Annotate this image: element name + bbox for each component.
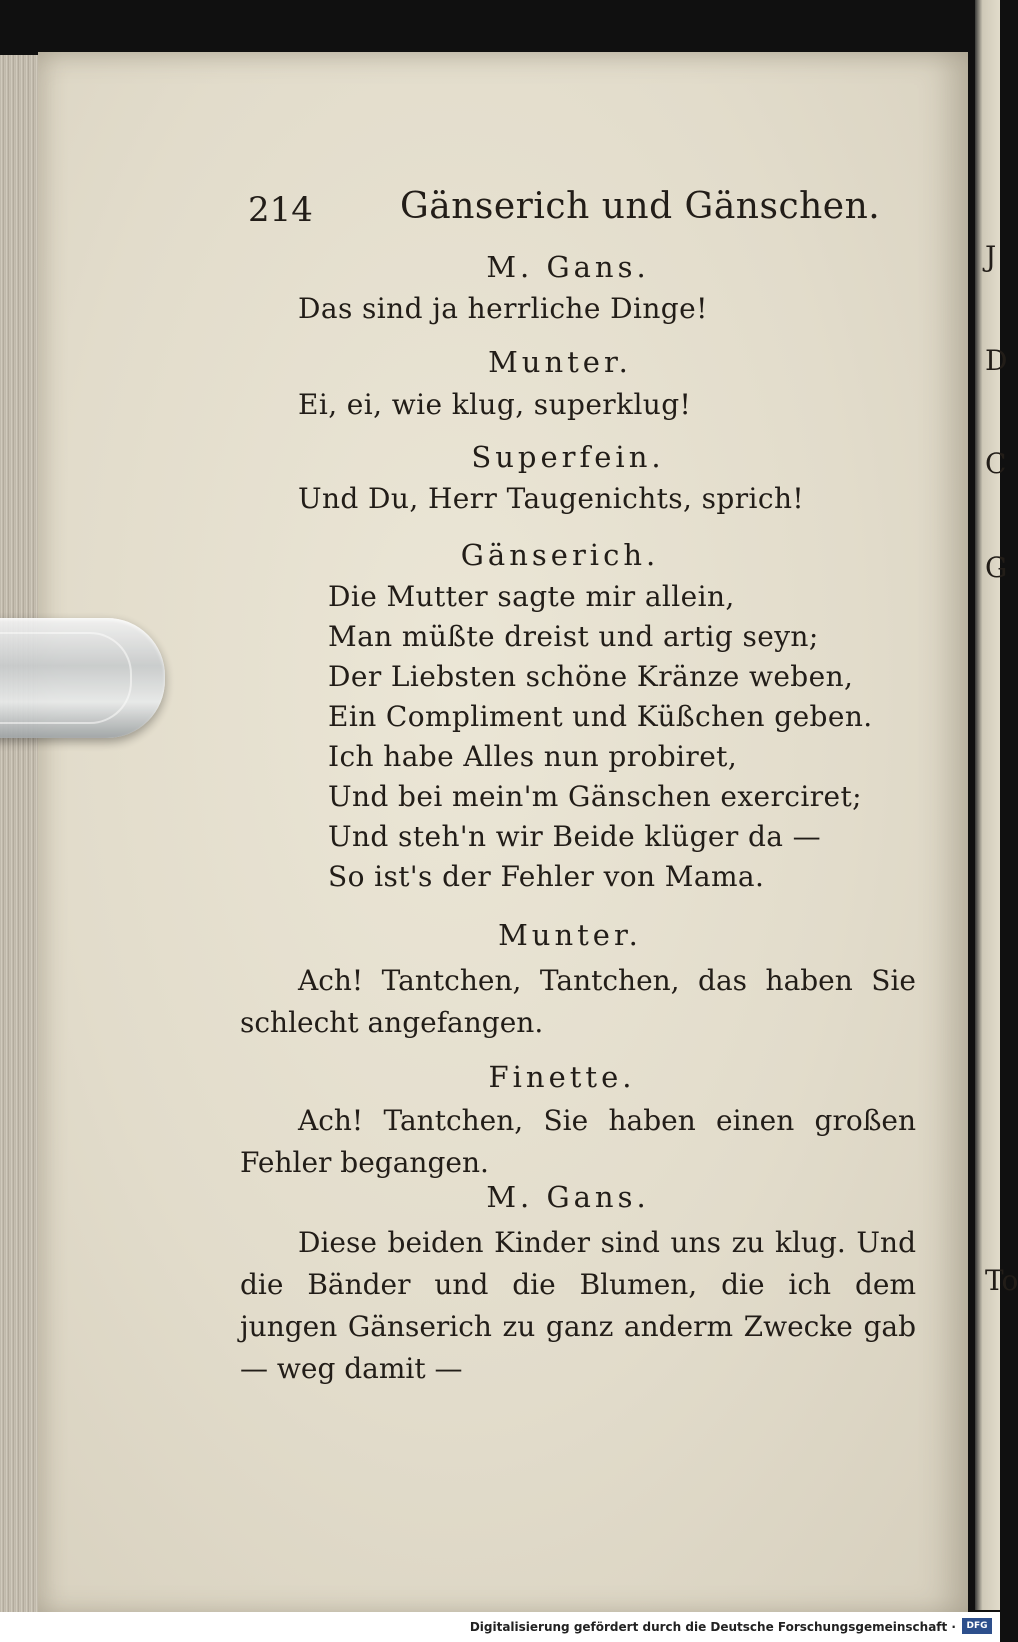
speaker-name: Munter. — [498, 918, 642, 952]
fragment: C — [985, 447, 1007, 481]
speaker-name: M. Gans. — [486, 250, 650, 284]
verse-line: So ist's der Fehler von Mama. — [328, 860, 765, 893]
dialogue-line: Und Du, Herr Taugenichts, sprich! — [298, 482, 805, 515]
verse-line: Man müßte dreist und artig seyn; — [328, 620, 819, 653]
dialogue-paragraph: Ach! Tantchen, Tantchen, das haben Sie schlecht angefangen. — [240, 964, 916, 1039]
speaker-name: Gänserich. — [460, 538, 660, 572]
speaker-name: Finette. — [488, 1060, 636, 1094]
dfg-logo: DFG — [962, 1618, 992, 1634]
speaker-name: Munter. — [488, 345, 632, 379]
speaker-name: Superfein. — [471, 440, 665, 474]
verse-line: Und bei mein'm Gänschen exerciret; — [328, 780, 862, 813]
funding-credit: Digitalisierung gefördert durch die Deutsche Forschungsgemeinschaft · — [469, 1620, 956, 1634]
speaker-name: M. Gans. — [486, 1180, 650, 1214]
dialogue-paragraph: Diese beiden Kinder sind uns zu klug. Und die Bänder und die Blumen, die ich dem jungen Gänserich zu ganz anderm Zwecke gab — weg damit — — [240, 1226, 916, 1385]
verse-line: Der Liebsten schöne Kränze weben, — [328, 660, 854, 693]
dialogue-line: Das sind ja herrliche Dinge! — [298, 292, 708, 325]
verse-line: Und steh'n wir Beide klüger da — — [328, 820, 822, 853]
running-head: Gänserich und Gänschen. — [400, 186, 881, 227]
fragment: To — [985, 1264, 1018, 1298]
verse-line: Ein Compliment und Küßchen geben. — [328, 700, 873, 733]
facing-page-text-fragments — [985, 240, 1018, 1368]
dialogue-paragraph: Ach! Tantchen, Sie haben einen großen Fehler begangen. — [240, 1104, 916, 1179]
fragment: D — [985, 343, 1008, 377]
digitization-footer — [0, 1612, 1000, 1642]
fragment: J — [985, 240, 997, 273]
dialogue-line: Ei, ei, wie klug, superklug! — [298, 388, 692, 421]
page-number: 214 — [248, 190, 313, 230]
page-holder-clip — [0, 618, 165, 738]
fragment: G — [985, 550, 1008, 584]
verse-line: Ich habe Alles nun probiret, — [328, 740, 738, 773]
verse-line: Die Mutter sagte mir allein, — [328, 580, 735, 613]
